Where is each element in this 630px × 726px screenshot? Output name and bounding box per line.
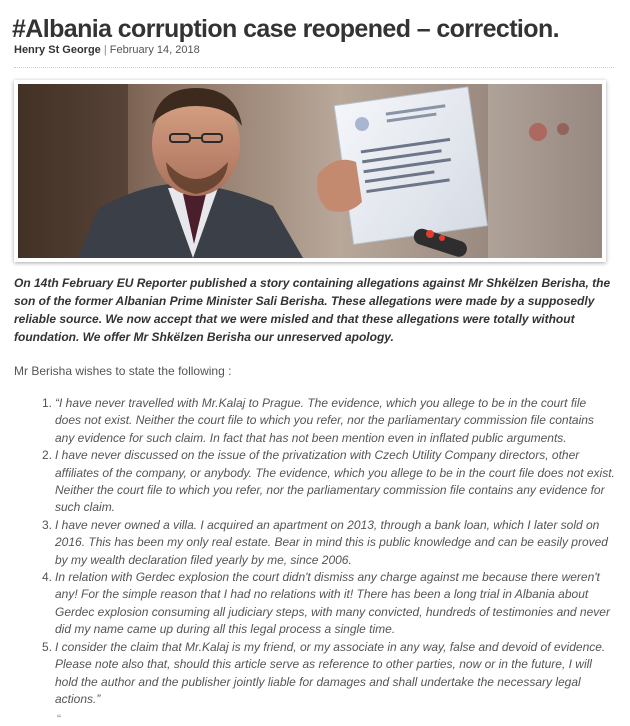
list-item-number: 4. [42, 570, 53, 585]
list-item-text: I consider the claim that Mr.Kalaj is my friend, or my associate in any way, false and devoid of evidence. Please note also that, should this article serve as reference to other parties, now or in the future, I will hold the author and the publisher jointly liable for damages and shall undertake the necessary legal actions.” [55, 639, 606, 706]
list-item [42, 569, 615, 639]
header-divider [14, 67, 614, 68]
byline-separator: | [103, 44, 107, 56]
byline [14, 44, 200, 56]
statement-list [42, 395, 615, 708]
article-title: #Albania corruption case reopened – correction. [12, 15, 559, 43]
list-item-text: I have never owned a villa. I acquired an apartment on 2013, through a bank loan, which I later sold on 2016. This has been my only real estate. Bear in mind this is public knowledge and can be easily proved by my wealth declaration filed yearly by me, since 2006. [55, 517, 608, 567]
list-item [42, 395, 615, 447]
author-link[interactable]: Henry St George [14, 44, 101, 56]
correction-lead: On 14th February EU Reporter published a story containing allegations against Mr Shkëlzen Berisha, the son of the former Albanian Prime Minister Sali Berisha. These allegations were made by a supposedly reliable source. We now accept that we were misled and that these allegations were totally without foundation. We offer Mr Shkëlzen Berisha our unreserved apology. [14, 276, 611, 344]
list-item [42, 639, 615, 709]
list-item-text: I have never discussed on the issue of the privatization with Czech Utility Company directors, other affiliates of the company, or anybody. The evidence, which you allege to be in the court file does not exist. Neither the court file to which you refer, nor the parliamentary commission file contains any evidence for such claim. [55, 448, 615, 515]
list-item-number: 3. [42, 517, 53, 532]
featured-photo-image [18, 84, 602, 258]
list-item-number: 5. [42, 639, 53, 654]
statement-intro: Mr Berisha wishes to state the following : [14, 364, 232, 378]
list-item-text: “I have never travelled with Mr.Kalaj to Prague. The evidence, which you allege to be in the court file does not exist. Neither the court file to which you refer, nor the parliamentary commission file contains any evidence for such claim. In fact that has not been mention even in inflated public arguments. [55, 396, 594, 445]
publish-date: February 14, 2018 [109, 44, 200, 56]
list-item-number: 2. [42, 448, 53, 463]
featured-photo-frame [14, 80, 606, 262]
featured-photo [18, 84, 602, 258]
trailing-quote-mark: “ [57, 712, 61, 726]
list-item-text: In relation with Gerdec explosion the court didn't dismiss any charge against me because there weren't any! For the simple reason that I had no relations with it! There has been a long trial in Albania about Gerdec explosion consuming all judiciary steps, with many convicted, hundreds of testimonies and never did my name came up during all this legal process a single time. [55, 570, 610, 637]
list-item [42, 447, 615, 517]
list-item [42, 517, 615, 569]
list-item-number: 1. [42, 396, 53, 410]
